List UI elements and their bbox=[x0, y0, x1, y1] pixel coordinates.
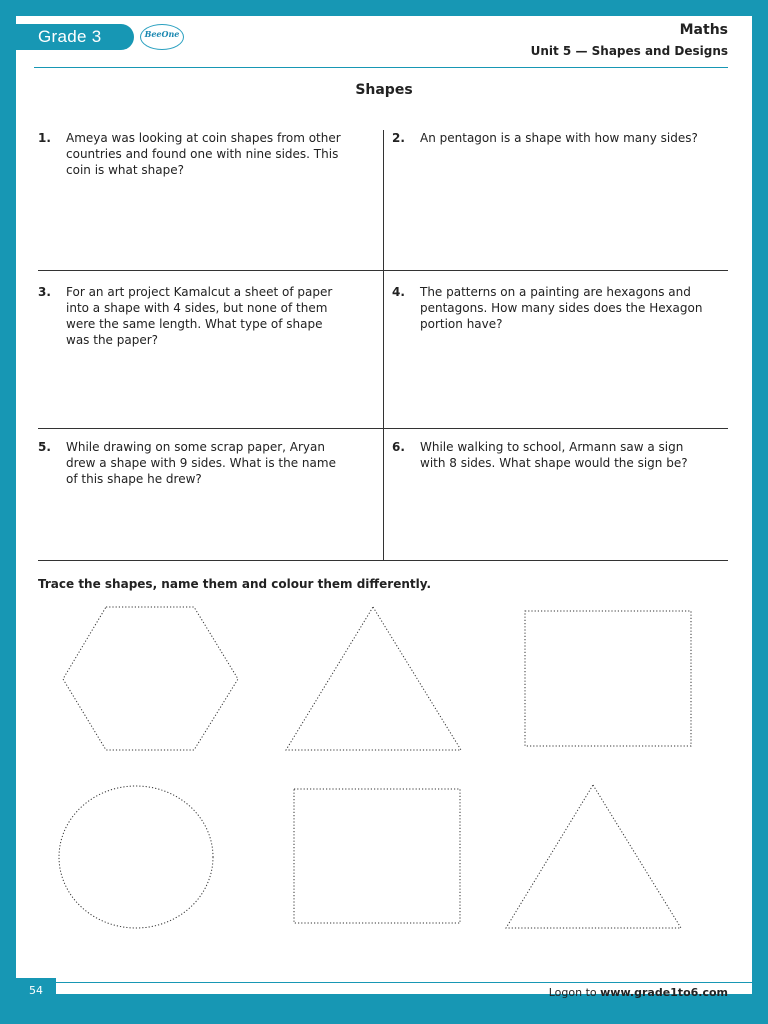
question-line: of this shape he drew? bbox=[66, 472, 202, 486]
footer-logon-label: Logon to bbox=[548, 986, 601, 999]
question-number: 6. bbox=[392, 440, 405, 454]
grade-badge: Grade 3 bbox=[16, 24, 134, 50]
question-number: 4. bbox=[392, 285, 405, 299]
hexagon-trace[interactable] bbox=[63, 607, 238, 750]
footer-url[interactable]: www.grade1to6.com bbox=[600, 986, 728, 999]
question-line: For an art project Kamalcut a sheet of paper bbox=[66, 285, 333, 299]
question-line: into a shape with 4 sides, but none of them bbox=[66, 301, 328, 315]
question-line: with 8 sides. What shape would the sign be? bbox=[420, 456, 688, 470]
question-line: was the paper? bbox=[66, 333, 159, 347]
footer-divider bbox=[56, 982, 752, 983]
question-line: countries and found one with nine sides. This bbox=[66, 147, 339, 161]
subject-title: Maths bbox=[679, 22, 728, 38]
question-line: drew a shape with 9 sides. What is the name bbox=[66, 456, 336, 470]
question-number: 3. bbox=[38, 285, 51, 299]
question-number: 2. bbox=[392, 131, 405, 145]
triangle-trace-2[interactable] bbox=[506, 785, 681, 928]
trace-instruction: Trace the shapes, name them and colour them differently. bbox=[38, 577, 432, 591]
circle-trace[interactable] bbox=[59, 786, 213, 928]
question-number: 1. bbox=[38, 131, 51, 145]
question-line: portion have? bbox=[420, 317, 503, 331]
question-line: An pentagon is a shape with how many sides? bbox=[420, 131, 698, 145]
triangle-trace[interactable] bbox=[286, 607, 461, 750]
footer-logon bbox=[549, 986, 728, 999]
question-line: The patterns on a painting are hexagons and bbox=[420, 285, 691, 299]
question-line: were the same length. What type of shape bbox=[66, 317, 323, 331]
question-number: 5. bbox=[38, 440, 51, 454]
question-line: While drawing on some scrap paper, Aryan bbox=[66, 440, 325, 454]
rectangle-trace[interactable] bbox=[294, 789, 460, 923]
logo-text: BeeOne bbox=[144, 29, 180, 39]
question-line: While walking to school, Armann saw a sign bbox=[420, 440, 684, 454]
page-title: Shapes bbox=[355, 82, 413, 98]
question-line: pentagons. How many sides does the Hexagon bbox=[420, 301, 703, 315]
question-line: coin is what shape? bbox=[66, 163, 184, 177]
unit-title: Unit 5 — Shapes and Designs bbox=[530, 44, 728, 58]
square-trace[interactable] bbox=[525, 611, 691, 746]
question-line: Ameya was looking at coin shapes from other bbox=[66, 131, 341, 145]
page-number: 54 bbox=[16, 978, 56, 1008]
